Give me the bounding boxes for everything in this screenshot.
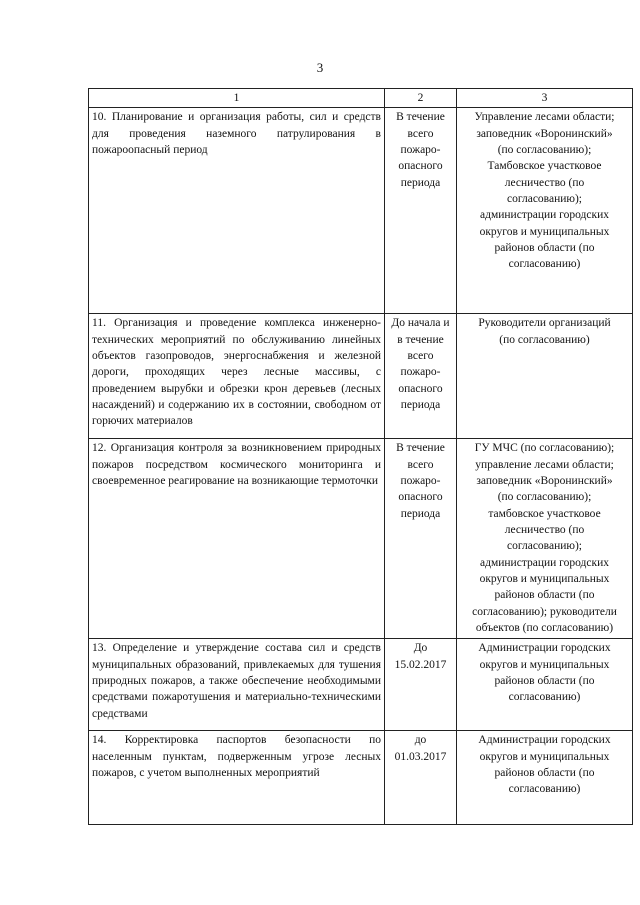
responsible-line: районов области (по bbox=[494, 589, 595, 602]
deadline-line: До начала и bbox=[391, 317, 450, 330]
responsible-line: районов области (по bbox=[494, 766, 595, 779]
responsible-line: округов и муниципальных bbox=[479, 750, 610, 763]
responsible-line: согласованию) bbox=[508, 691, 581, 704]
responsible-line: (по согласованию); bbox=[497, 143, 592, 156]
responsible-line: тамбовское участковое bbox=[488, 507, 601, 520]
responsible-line: Тамбовское участковое bbox=[487, 160, 602, 173]
deadline-line: периода bbox=[400, 176, 441, 189]
measures-table bbox=[88, 88, 633, 825]
deadline-line: до bbox=[414, 734, 427, 747]
responsible-line: управление лесами области; bbox=[475, 458, 614, 471]
deadline-cell bbox=[385, 639, 457, 731]
responsible-line: согласованию); bbox=[507, 540, 582, 553]
deadline-line: всего bbox=[407, 458, 434, 471]
table-row bbox=[89, 439, 633, 639]
responsible-line: администрации городских bbox=[480, 556, 609, 569]
deadline-line: пожаро- bbox=[400, 143, 441, 156]
deadline-line: периода bbox=[400, 398, 441, 411]
task-cell: 10. Планирование и организация работы, сил и средств для проведения наземного патрулирования в пожароопасный период bbox=[89, 108, 385, 314]
table-row bbox=[89, 314, 633, 439]
page-number: 3 bbox=[316, 60, 324, 75]
table-row bbox=[89, 731, 633, 825]
responsible-cell bbox=[457, 439, 633, 639]
responsible-line: Руководители организаций bbox=[478, 317, 611, 330]
deadline-line: всего bbox=[407, 349, 434, 362]
deadline-line: всего bbox=[407, 127, 434, 140]
responsible-line: согласованию) bbox=[508, 258, 581, 271]
responsible-line: Администрации городских bbox=[478, 734, 611, 747]
responsible-line: районов области (по bbox=[494, 674, 595, 687]
column-header: 3 bbox=[457, 89, 633, 108]
deadline-line: пожаро- bbox=[400, 366, 441, 379]
task-cell: 13. Определение и утверждение состава сил и средств муниципальных образований, привлекаемых для тушения природных пожаров, а также обеспечение необходимыми средствами пожаротушения и материально-техническими средствами bbox=[89, 639, 385, 731]
responsible-line: Администрации городских bbox=[478, 642, 611, 655]
responsible-line: заповедник «Воронинский» bbox=[476, 474, 613, 487]
deadline-line: опасного bbox=[398, 160, 443, 173]
responsible-line: (по согласованию); bbox=[497, 491, 592, 504]
deadline-line: в течение bbox=[397, 333, 444, 346]
deadline-cell bbox=[385, 108, 457, 314]
responsible-line: заповедник «Воронинский» bbox=[476, 127, 613, 140]
responsible-cell bbox=[457, 314, 633, 439]
deadline-line: периода bbox=[400, 507, 441, 520]
responsible-line: округов и муниципальных bbox=[479, 225, 610, 238]
responsible-line: округов и муниципальных bbox=[479, 658, 610, 671]
header-row bbox=[89, 89, 633, 108]
deadline-line: До bbox=[413, 642, 428, 655]
responsible-cell bbox=[457, 108, 633, 314]
responsible-line: согласованию); руководители bbox=[472, 605, 617, 618]
column-header: 2 bbox=[385, 89, 457, 108]
deadline-line: 15.02.2017 bbox=[394, 658, 447, 671]
deadline-cell bbox=[385, 314, 457, 439]
deadline-line: В течение bbox=[396, 111, 445, 124]
responsible-line: согласованию); bbox=[507, 192, 582, 205]
responsible-line: согласованию) bbox=[508, 783, 581, 796]
deadline-line: пожаро- bbox=[400, 474, 441, 487]
task-cell: 11. Организация и проведение комплекса инженерно-технических мероприятий по обслуживанию линейных объектов газопроводов, энергоснабжения и железной дороги, проходящих через лесные массивы, с проведением вырубки и обрезки крон деревьев (лесных насаждений) и содержанию их в состоянии, свободном от горючих материалов bbox=[89, 314, 385, 439]
task-cell: 12. Организация контроля за возникновением природных пожаров посредством космического мониторинга и своевременное реагирование на возникающие термоточки bbox=[89, 439, 385, 639]
deadline-line: опасного bbox=[398, 382, 443, 395]
responsible-line: Управление лесами области; bbox=[474, 111, 615, 124]
task-cell: 14. Корректировка паспортов безопасности по населенным пунктам, подверженным угрозе лесных пожаров, с учетом выполненных мероприятий bbox=[89, 731, 385, 825]
column-header: 1 bbox=[89, 89, 385, 108]
deadline-line: опасного bbox=[398, 491, 443, 504]
responsible-cell bbox=[457, 639, 633, 731]
deadline-line: 01.03.2017 bbox=[394, 750, 447, 763]
table-row bbox=[89, 639, 633, 731]
responsible-cell bbox=[457, 731, 633, 825]
responsible-line: районов области (по bbox=[494, 241, 595, 254]
deadline-line: В течение bbox=[396, 442, 445, 455]
responsible-line: объектов (по согласованию) bbox=[475, 621, 614, 634]
table-row bbox=[89, 108, 633, 314]
responsible-line: администрации городских bbox=[480, 209, 609, 222]
responsible-line: округов и муниципальных bbox=[479, 572, 610, 585]
responsible-line: лесничество (по bbox=[504, 176, 585, 189]
deadline-cell bbox=[385, 439, 457, 639]
responsible-line: (по согласованию) bbox=[499, 333, 590, 346]
deadline-cell bbox=[385, 731, 457, 825]
responsible-line: лесничество (по bbox=[504, 523, 585, 536]
responsible-line: ГУ МЧС (по согласованию); bbox=[474, 442, 615, 455]
